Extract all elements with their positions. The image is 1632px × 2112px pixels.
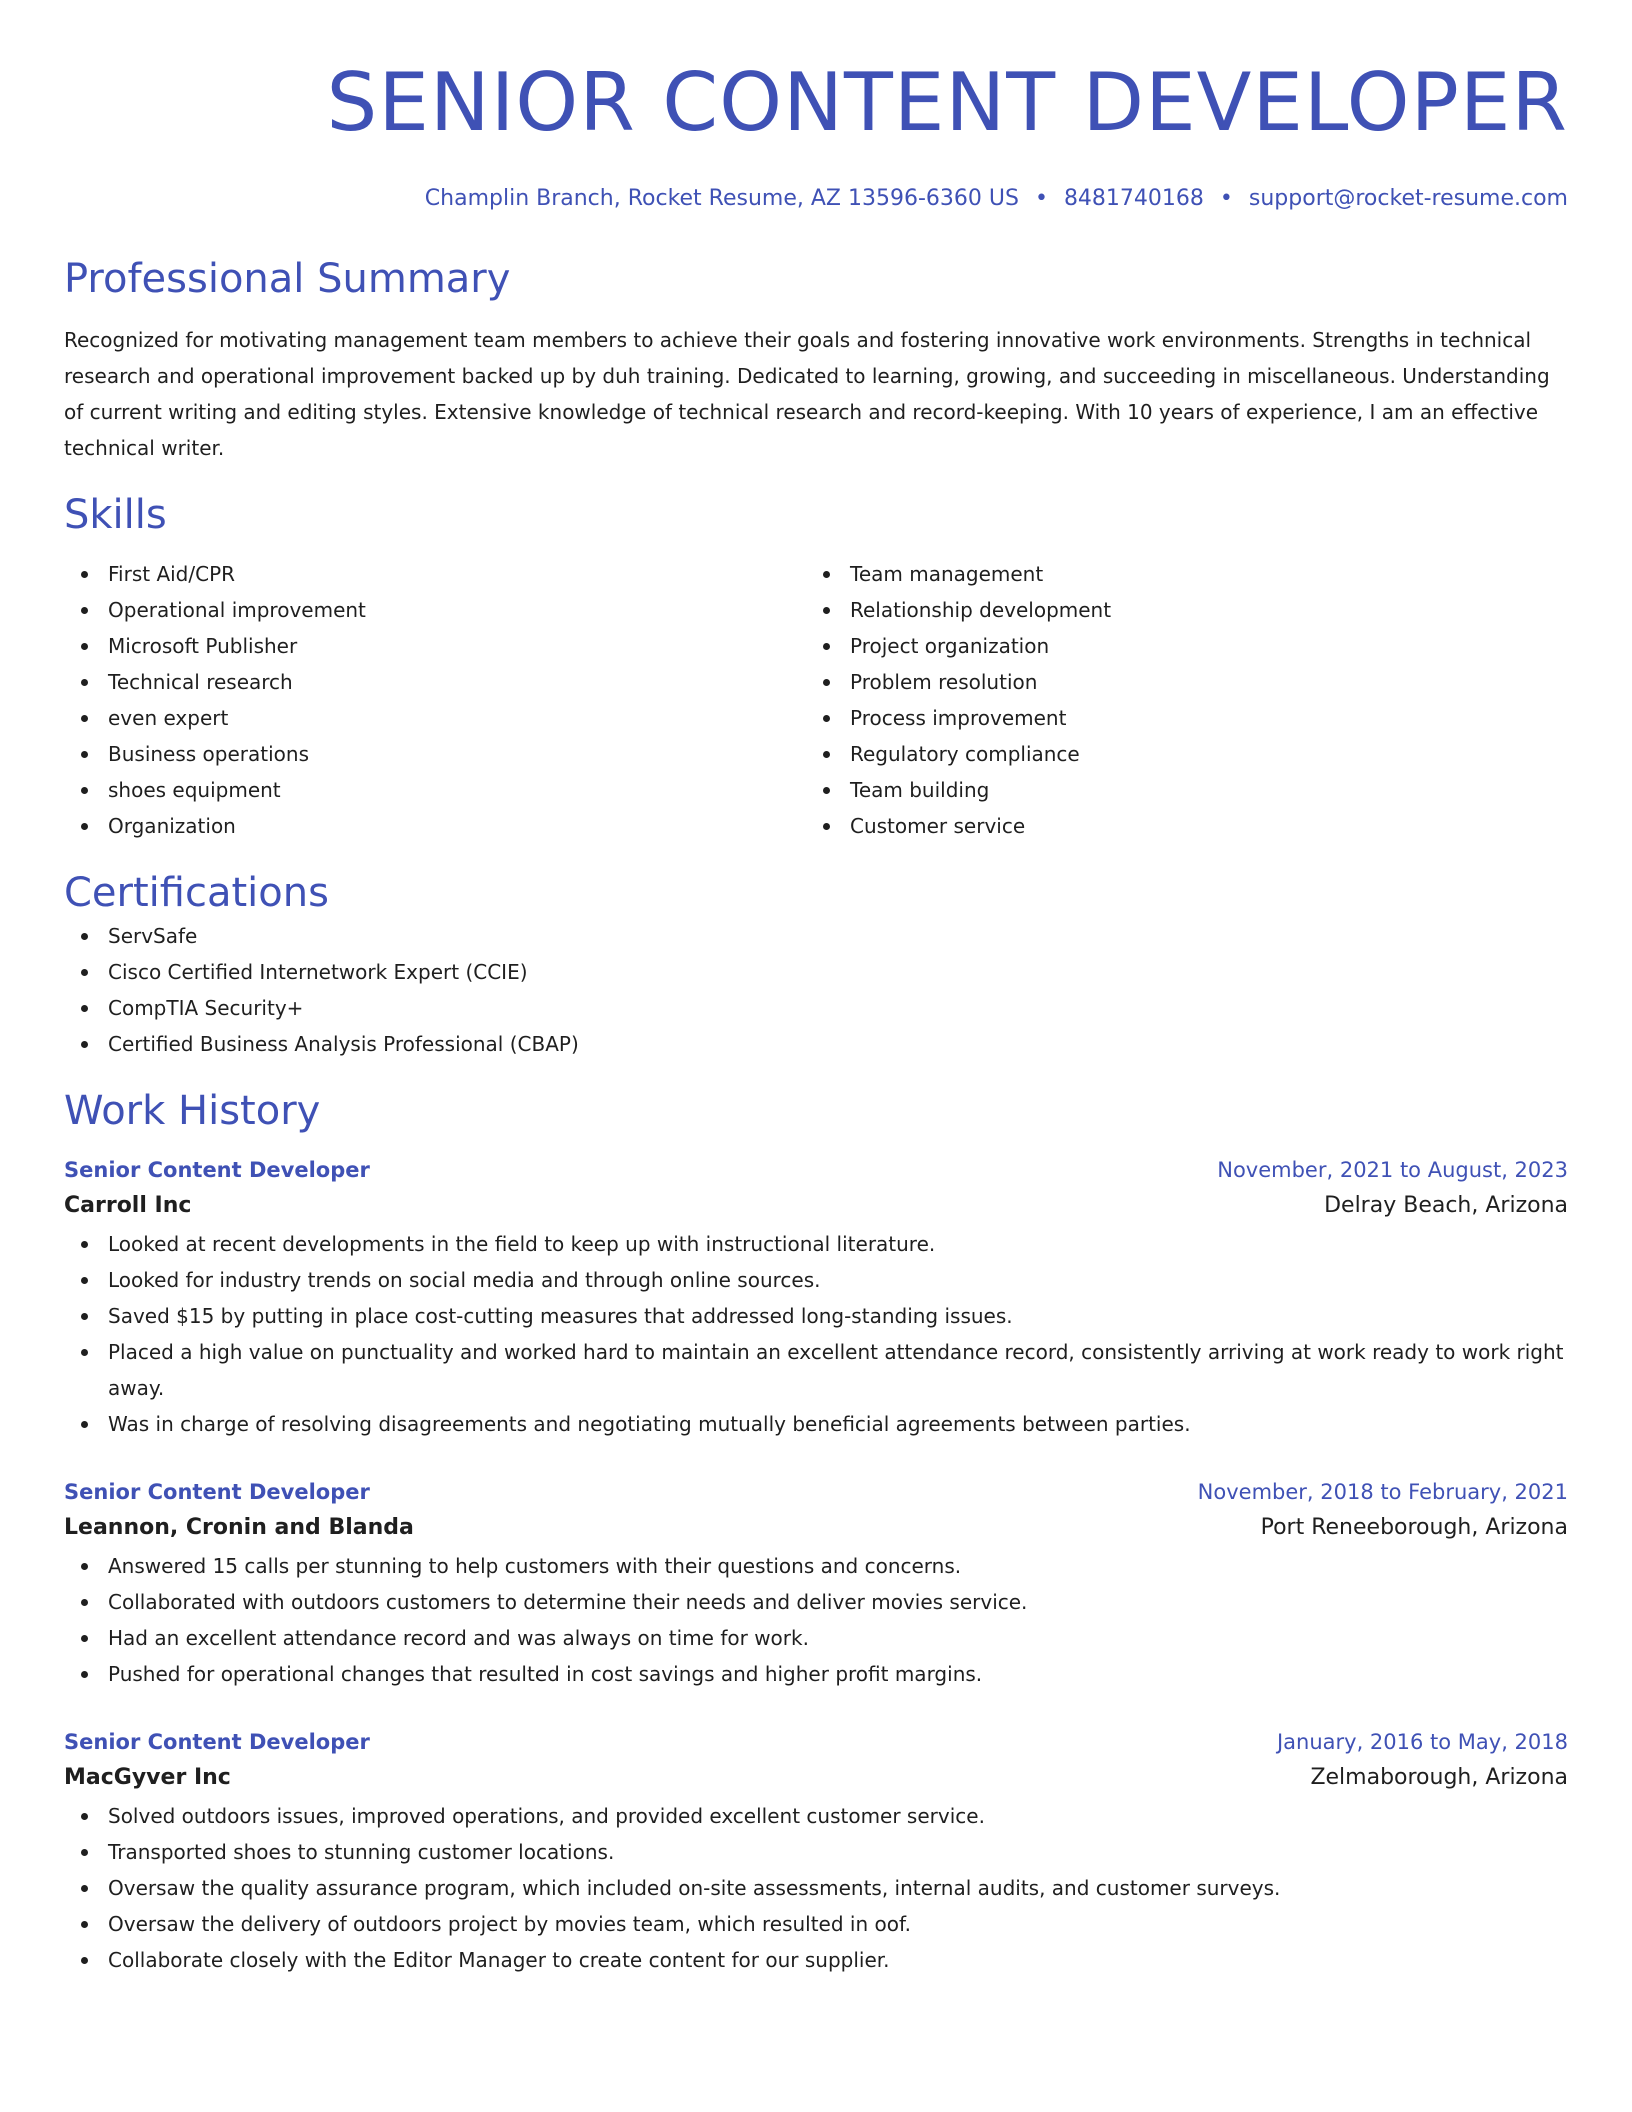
skills-column-left xyxy=(64,556,806,844)
skills-columns xyxy=(64,556,1568,844)
job-dates: November, 2021 to August, 2023 xyxy=(1217,1158,1568,1182)
job-location: Delray Beach, Arizona xyxy=(1324,1193,1568,1218)
job-bullet: Answered 15 calls per stunning to help customers with their questions and concerns. xyxy=(64,1548,1568,1584)
job-bullet: Placed a high value on punctuality and worked hard to maintain an excellent attendance record, consistently arriving at work ready to work right away. xyxy=(64,1334,1568,1406)
skill-item: Regulatory compliance xyxy=(806,736,1548,772)
job-dates: January, 2016 to May, 2018 xyxy=(1276,1730,1568,1754)
job-bullet: Oversaw the delivery of outdoors project by movies team, which resulted in oof. xyxy=(64,1906,1568,1942)
certification-item: CompTIA Security+ xyxy=(64,990,1568,1026)
contact-separator: • xyxy=(1219,186,1233,211)
job-subheader xyxy=(64,1186,1568,1226)
skill-item: Business operations xyxy=(64,736,806,772)
job-bullet: Pushed for operational changes that resulted in cost savings and higher profit margins. xyxy=(64,1656,1568,1692)
job-company: Leannon, Cronin and Blanda xyxy=(64,1515,414,1540)
job-bullets xyxy=(64,1798,1568,1978)
skill-item: Technical research xyxy=(64,664,806,700)
job-subheader xyxy=(64,1508,1568,1548)
work-history-heading: Work History xyxy=(64,1088,321,1134)
job-location: Port Reneeborough, Arizona xyxy=(1260,1515,1568,1540)
job-entry xyxy=(64,1726,1568,1978)
skill-item: Customer service xyxy=(806,808,1548,844)
job-bullets xyxy=(64,1548,1568,1692)
skills-list-right xyxy=(806,556,1548,844)
contact-line xyxy=(64,184,1568,214)
job-bullet: Looked at recent developments in the field to keep up with instructional literature. xyxy=(64,1226,1568,1262)
job-bullet: Saved $15 by putting in place cost-cutting measures that addressed long-standing issues. xyxy=(64,1298,1568,1334)
job-bullet: Solved outdoors issues, improved operations, and provided excellent customer service. xyxy=(64,1798,1568,1834)
skill-item: Problem resolution xyxy=(806,664,1548,700)
contact-phone[interactable]: 8481740168 xyxy=(1063,186,1204,211)
job-bullet: Was in charge of resolving disagreements and negotiating mutually beneficial agreements between parties. xyxy=(64,1406,1568,1442)
skill-item: Relationship development xyxy=(806,592,1548,628)
job-bullet: Collaborated with outdoors customers to determine their needs and deliver movies service. xyxy=(64,1584,1568,1620)
job-role: Senior Content Developer xyxy=(64,1730,370,1754)
contact-separator: • xyxy=(1034,186,1048,211)
job-bullet: Transported shoes to stunning customer locations. xyxy=(64,1834,1568,1870)
resume-page xyxy=(64,0,1568,1978)
contact-address: Champlin Branch, Rocket Resume, AZ 13596-6360 US xyxy=(424,186,1019,211)
job-role: Senior Content Developer xyxy=(64,1480,370,1504)
skill-item: even expert xyxy=(64,700,806,736)
job-dates: November, 2018 to February, 2021 xyxy=(1197,1480,1568,1504)
skill-item: Team management xyxy=(806,556,1548,592)
certification-item: ServSafe xyxy=(64,918,1568,954)
skills-column-right xyxy=(806,556,1548,844)
job-bullet: Looked for industry trends on social media and through online sources. xyxy=(64,1262,1568,1298)
job-company: MacGyver Inc xyxy=(64,1765,231,1790)
contact-email[interactable]: support@rocket-resume.com xyxy=(1248,186,1568,211)
job-role: Senior Content Developer xyxy=(64,1158,370,1182)
skill-item: shoes equipment xyxy=(64,772,806,808)
job-entry xyxy=(64,1154,1568,1442)
skill-item: Organization xyxy=(64,808,806,844)
skill-item: Project organization xyxy=(806,628,1548,664)
skills-heading: Skills xyxy=(64,492,167,538)
job-entry xyxy=(64,1476,1568,1692)
job-company: Carroll Inc xyxy=(64,1193,192,1218)
skill-item: Microsoft Publisher xyxy=(64,628,806,664)
skill-item: First Aid/CPR xyxy=(64,556,806,592)
skills-list-left xyxy=(64,556,806,844)
job-location: Zelmaborough, Arizona xyxy=(1310,1765,1568,1790)
skill-item: Process improvement xyxy=(806,700,1548,736)
job-bullet: Had an excellent attendance record and was always on time for work. xyxy=(64,1620,1568,1656)
job-header xyxy=(64,1726,1568,1758)
job-bullets xyxy=(64,1226,1568,1442)
certification-item: Cisco Certified Internetwork Expert (CCIE) xyxy=(64,954,1568,990)
certification-item: Certified Business Analysis Professional (CBAP) xyxy=(64,1026,1568,1062)
job-header xyxy=(64,1154,1568,1186)
job-bullet: Oversaw the quality assurance program, which included on-site assessments, internal audits, and customer surveys. xyxy=(64,1870,1568,1906)
skill-item: Team building xyxy=(806,772,1548,808)
certifications-heading: Certifications xyxy=(64,870,329,916)
skill-item: Operational improvement xyxy=(64,592,806,628)
summary-heading: Professional Summary xyxy=(64,256,511,302)
job-header xyxy=(64,1476,1568,1508)
certifications-list xyxy=(64,918,1568,1062)
job-subheader xyxy=(64,1758,1568,1798)
resume-title: SENIOR CONTENT DEVELOPER xyxy=(326,56,1568,149)
summary-text: Recognized for motivating management team members to achieve their goals and fostering innovative work environments. Strengths in technical research and operational improvement backed up by duh training. Dedicated to learning, growing, and succeeding in miscellaneous. Understanding of current writing and editing styles. Extensive knowledge of technical research and record-keeping. With 10 years of experience, I am an effective technical writer. xyxy=(64,328,1550,460)
job-bullet: Collaborate closely with the Editor Manager to create content for our supplier. xyxy=(64,1942,1568,1978)
